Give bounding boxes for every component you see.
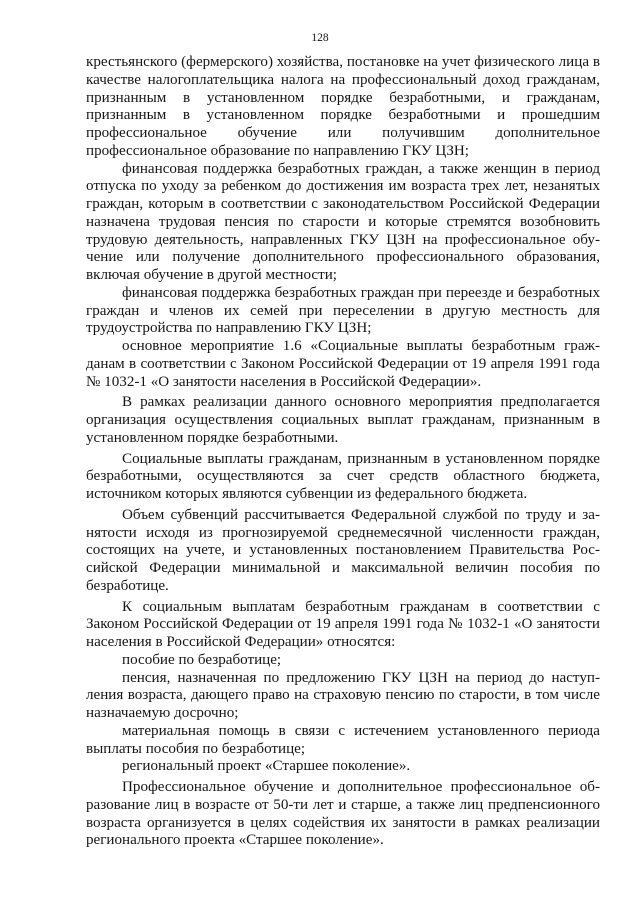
paragraph-10: пенсия, назначенная по предложению ГКУ ЦЗН на период до наступления возраста, дающего право на страховую пенсию по старости, в том числе назначаемую досрочно; <box>86 669 600 721</box>
paragraph-1: крестьянского (фермерского) хозяйства, постановке на учет физического лица в качестве налогоплательщика налога на профессиональный доход гражданам, признанным в установленном порядке безработными, и гражданам, признанным в установленном порядке безработными и прошедшим профессиональное обучение или получившим дополнительное профессиональное образование по направлению ГКУ ЦЗН; <box>86 54 600 159</box>
paragraph-6: Социальные выплаты гражданам, признанным в установленном порядке безработными, осуществляются за счет средств областного бюджета, источником которых являются субвенции из федерального бюджета. <box>86 450 600 502</box>
body-text <box>86 54 600 850</box>
paragraph-12: региональный проект «Старшее поколение». <box>122 758 411 775</box>
paragraph-7: Объем субвенций рассчитывается Федеральной службой по труду и занятости исходя из прогнозируемой среднемесячной численности граждан, состоящих на учете, и установленных постановлением Правительства Российской Федерации минимальной и максимальной величин пособия по безработице. <box>86 506 600 594</box>
paragraph-8: К социальным выплатам безработным гражданам в соответствии с Законом Российской Федерации от 19 апреля 1991 года № 1032-1 «О занятости населения в Российской Федерации» относятся: <box>86 598 600 650</box>
paragraph-5: В рамках реализации данного основного мероприятия предполагается организация осуществления социальных выплат гражданам, признанным в установленном порядке безработными. <box>86 394 600 446</box>
paragraph-3: финансовая поддержка безработных граждан при переезде и безработных граждан и членов их семей при переселении в другую местность для трудоустройства по направлению ГКУ ЦЗН; <box>86 284 600 337</box>
paragraph-2: финансовая поддержка безработных граждан, а также женщин в период отпуска по уходу за ребенком до достижения им возраста трех лет, незанятых граждан, которым в соответствии с законодательством Российской Федерации назначена трудовая пенсия по старости и которые стремятся возобновить трудовую деятельность, направленных ГКУ ЦЗН на профессиональное обучение или получение дополнительного профессионального образования, включая обучение в другой местности; <box>86 160 600 283</box>
paragraph-9: пособие по безработице; <box>122 651 282 668</box>
page-number: 128 <box>311 32 329 44</box>
paragraph-13: Профессиональное обучение и дополнительное профессиональное образование лиц в возрасте от 50-ти лет и старше, а также лиц предпенсионного возраста организуется в целях содействия их занятости в рамках реализации регионального проекта «Старшее поколение». <box>86 779 600 849</box>
paragraph-4: основное мероприятие 1.6 «Социальные выплаты безработным гражданам в соответствии с Законом Российской Федерации от 19 апреля 1991 года № 1032-1 «О занятости населения в Российской Федерации». <box>86 338 600 390</box>
paragraph-11: материальная помощь в связи с истечением установленного периода выплаты пособия по безработице; <box>86 722 600 757</box>
